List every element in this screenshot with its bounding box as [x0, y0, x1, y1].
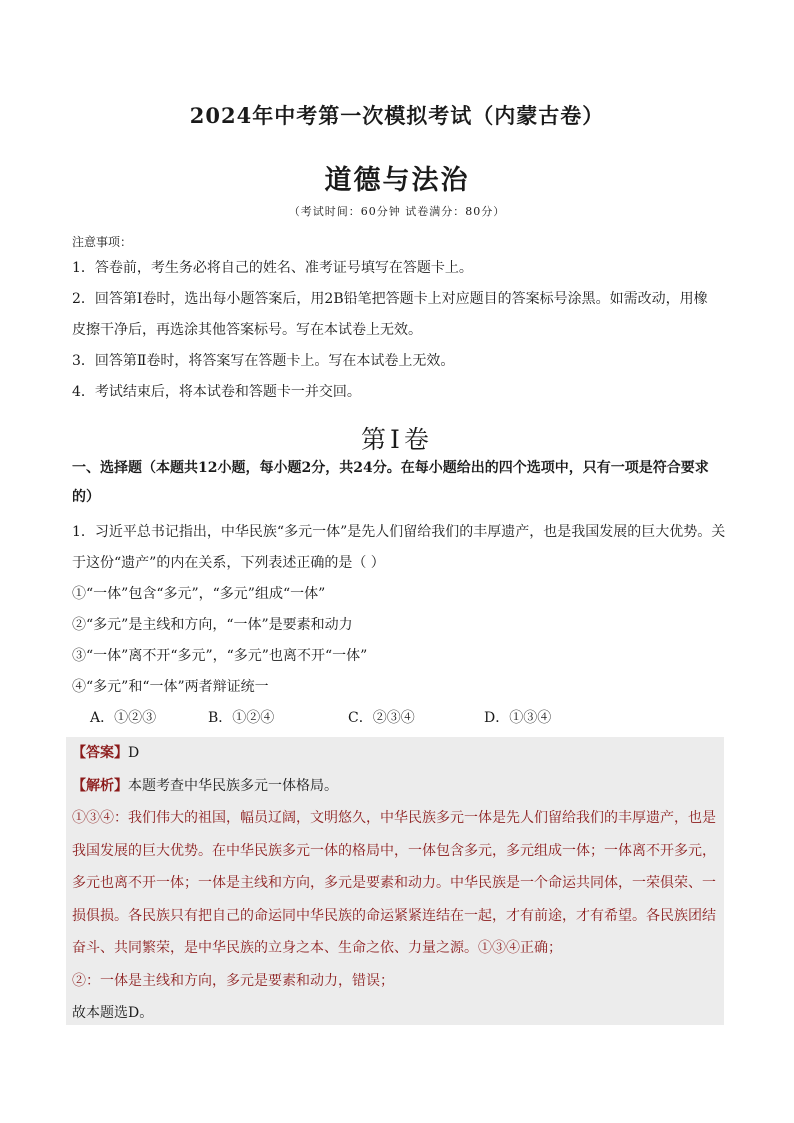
volume-title: 第Ⅰ卷: [361, 425, 433, 454]
section-line: 的）: [72, 489, 100, 505]
notice-item: 皮擦干净后，再选涂其他答案标号。写在本试卷上无效。: [72, 322, 422, 338]
section-line: 一、选择题（本题共12小题，每小题2分，共24分。在每小题给出的四个选项中，只有一项是符合要求: [72, 460, 709, 476]
question-stem: 1．习近平总书记指出，中华民族“多元一体”是先人们留给我们的丰厚遗产，也是我国发展的巨大优势。关: [72, 524, 726, 540]
exam-info: （考试时间：60分钟 试卷满分：80分）: [288, 205, 506, 218]
notice-title: 注意事项：: [72, 235, 133, 249]
option-a: A．①②③: [90, 710, 157, 726]
notice-item: 2．回答第Ⅰ卷时，选出每小题答案后，用2B铅笔把答题卡上对应题目的答案标号涂黑。如需改动，用橡: [72, 291, 708, 307]
question-stem: 于这份“遗产”的内在关系，下列表述正确的是（ ）: [72, 555, 385, 571]
statement: ②“多元”是主线和方向，“一体”是要素和动力: [72, 617, 353, 633]
notice-section: [72, 232, 724, 408]
analysis-text: 我国发展的巨大优势。在中华民族多元一体的格局中，一体包含多元，多元组成一体；一体离不开多元，: [72, 842, 716, 859]
analysis-line: [72, 770, 722, 803]
analysis-text: ②：一体是主线和方向，多元是要素和动力，错误；: [72, 972, 394, 989]
analysis-text: 多元也离不开一体；一体是主线和方向，多元是要素和动力。中华民族是一个命运共同体，一荣俱荣、一: [72, 875, 716, 891]
analysis-intro: 本题考查中华民族多元一体格局。: [128, 777, 338, 794]
answer-options: [72, 703, 724, 734]
answer-value: D: [128, 745, 140, 761]
statement: ①“一体”包含“多元”，“多元”组成“一体”: [72, 586, 326, 602]
answer-line: [72, 737, 722, 770]
subject-title: 道德与法治: [324, 165, 470, 196]
analysis-text: 损俱损。各民族只有把自己的命运同中华民族的命运紧紧连结在一起，才有前途，才有希望。各民族团结: [72, 907, 716, 924]
option-d: D．①③④: [484, 710, 552, 726]
notice-item: 3．回答第Ⅱ卷时，将答案写在答题卡上。写在本试卷上无效。: [72, 353, 455, 369]
notice-item: 4．考试结束后，将本试卷和答题卡一并交回。: [72, 384, 361, 400]
statement: ③“一体”离不开“多元”，“多元”也离不开“一体”: [72, 648, 368, 664]
analysis-text: ①③④：我们伟大的祖国，幅员辽阔，文明悠久，中华民族多元一体是先人们留给我们的丰厚遗产，也是: [72, 810, 716, 826]
analysis-tag: 【解析】: [72, 777, 128, 794]
analysis-text: 奋斗、共同繁荣，是中华民族的立身之本、生命之依、力量之源。①③④正确；: [72, 940, 562, 956]
analysis-conclusion: 故本题选D。: [72, 1005, 154, 1021]
option-c: C．②③④: [348, 710, 415, 726]
notice-item: 1．答卷前，考生务必将自己的姓名、准考证号填写在答题卡上。: [72, 260, 473, 276]
question-1: [72, 517, 724, 734]
exam-title: 2024年中考第一次模拟考试（内蒙古卷）: [189, 103, 605, 128]
section-heading: [72, 454, 724, 512]
answer-content: [72, 737, 722, 1030]
statement: ④“多元”和“一体”两者辩证统一: [72, 679, 269, 695]
option-b: B．①②④: [208, 710, 275, 726]
answer-tag: 【答案】: [72, 745, 128, 761]
